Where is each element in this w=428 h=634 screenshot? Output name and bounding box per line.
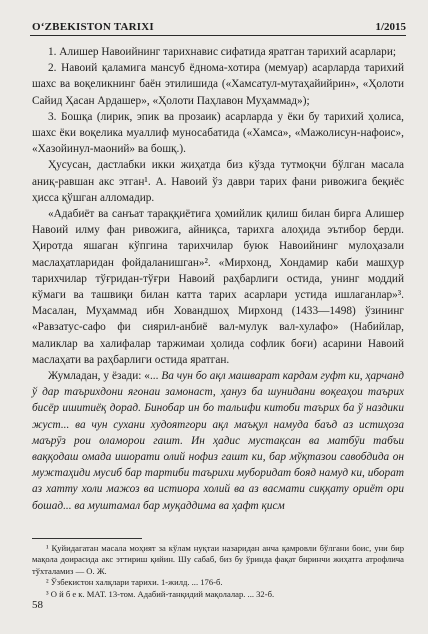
quote-intro: Жумладан, у ёзади: «... — [48, 370, 162, 383]
footnote-separator — [32, 538, 142, 539]
footnote-1: ¹ Қуйидагатан масала моҳият за кўлам нуқтаи назаридан анча қамровли бўлгани боис, уни бир мақола доирасида акс эттириш қийин. Шу сабаб, биз бу ўринда фақат биринчи жиҳатга атрофлича тўхталамиз — О. Ж. — [32, 543, 404, 576]
paragraph-list-2: 2. Навоий қаламига мансуб ёдномa-хотира (мемуар) асарларда тарихий шахс ва воқеликнинг баён этилишида («Хамсатул-мутаҳайийрин», «Ҳолоти Сайид Ҳасан Ардашер», «Ҳолоти Паҳлавон Муҳаммад»); — [32, 62, 404, 107]
issue-number: 1/2015 — [375, 21, 406, 33]
footnotes — [32, 543, 404, 600]
journal-title: O‘ZBEKISTON TARIXI — [32, 21, 154, 33]
main-text — [32, 44, 404, 514]
paragraph-list-1: 1. Алишер Навоийнинг тарихнавис сифатида яратган тарихий асарлари; — [48, 46, 396, 58]
page-number: 58 — [32, 599, 43, 611]
footnote-3: ³ О й б е к. МАТ. 13-том. Адабий-танқидий мақолалар. ... 32-б. — [46, 588, 275, 599]
persian-quote: Ва чун бо ақл машварат кардам гуфт ки, ҳарчанд ў дар таърихдони ягонаи замонаст, ҳануз ба шунидани воқеаҳои таърих бисёр ишитиёқ дорад. Бинобар ин бо тальифи китоби таърих ба ў наздики жуст... ва чун сухани худоятгори ақл маъқул намуда баъд аз истиҳоза маърӯз рои оламорои гашт. Ин ҳадис мустақсан ва матбӯи табъи ваққодаш омада ишорати олий нофиз гашт ки, бар мўқтазои савобдида он мужтаҳиди мусиб бар тартиби таърихи муборидат бояд намуд ки, иборат аз хатту холи мажоз ва истиора холий ва аз васмати сиққату ориёт ори бошад... ва муштамал бар муқаддима ва ҳафт қисм — [32, 370, 404, 512]
paragraph-list-3: 3. Бошқа (лирик, эпик ва прозаик) асарларда у ёки бу тарихий ҳолиса, шахс ёки воқелика муаллиф муносабатида («Хамса», «Мажолисун-нафоис», «Хазойинул-маоний» ва бошқ.). — [32, 110, 404, 156]
running-header — [30, 19, 406, 36]
footnote-2: ² Ўзбекистон халқлари тарихи. 1-жилд. ... 176-б. — [46, 577, 223, 588]
paragraph-adabiyot-quote: «Адабиёт ва санъат тараққиётига ҳомийлик қилиш билан бирга Алишер Навоий илму фан ривожига, айниқса, тарихга алоҳида эътибор берди. Ҳиротда яшаган кўпгина тарихчилар буюк Навоийнинг мулоҳазали маслаҳатларидан фойдаланишган»². «Мирхонд, Хондамир каби машҳур тарихчилар тўғридан-тўғри Навоий раҳбарлиги остида, унинг моддий кўмаги ва ташвиқи билан катта тарих асарлари устида ишлаганлар»³. Масалан, Муҳаммад ибн Ховандшоҳ Мирхонд (1433—1498) ўзининг «Равзатус-сафо фи сиярил-анбиё вал-мулук вал-хулафо» (Набийлар, маликлар ва халифалар таржимаи ҳолида софлик боғи) асарини Навоий маслаҳати ва раҳбарлиги остида яратган. — [32, 208, 404, 366]
paragraph-husусан: Ҳусусан, дастлабки икки жиҳатда биз кўзда тутмоқчи бўлган масала аниқ-равшан акс этган¹. А. Навоий ўз даври тарих фани ривожига беқиёс ҳисса қўшган алломадир. — [32, 159, 404, 204]
paragraph-jumladan — [32, 368, 404, 514]
